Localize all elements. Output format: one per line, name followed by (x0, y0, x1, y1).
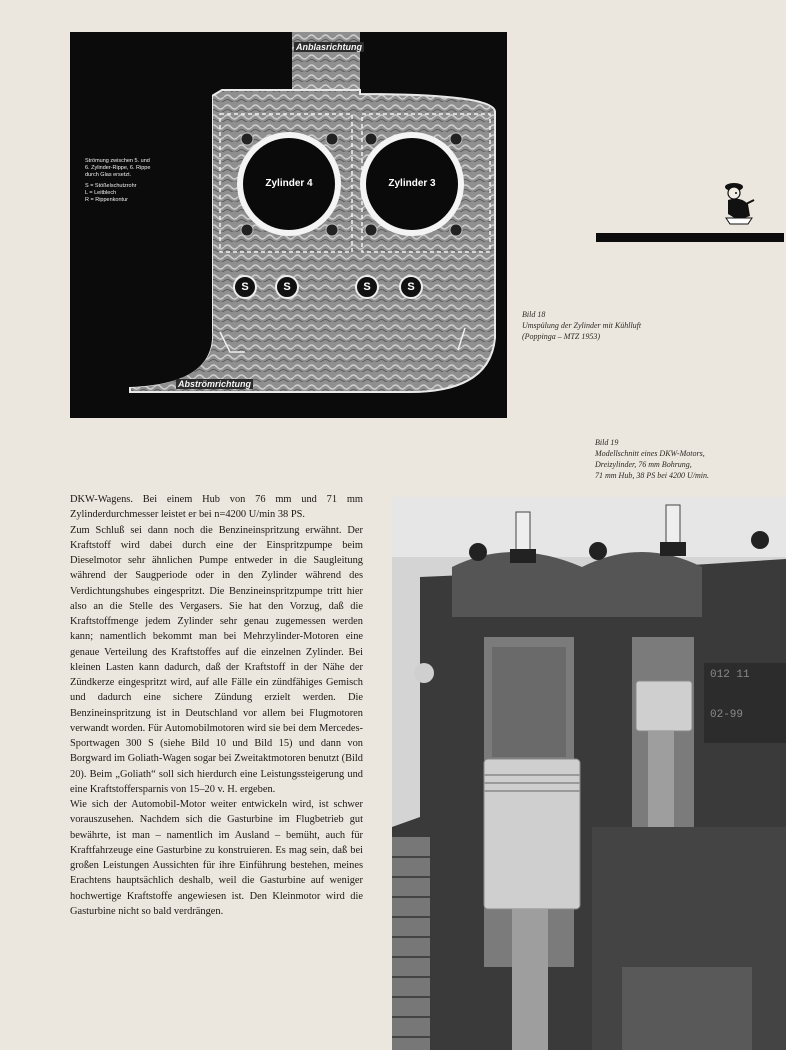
legend-line: R = Rippenkontur (85, 197, 128, 203)
figure-18-cooling-flow-photo (70, 32, 507, 418)
figure-19-caption (595, 437, 775, 481)
engraving-top: 012 11 (710, 669, 750, 681)
caption-line: (Poppinga – MTZ 1953) (522, 332, 600, 341)
mechanic-mascot-icon (718, 178, 758, 226)
s-marker: S (233, 275, 257, 299)
cooling-flow-illustration (70, 32, 507, 418)
legend-line: durch Glas ersetzt. (85, 172, 132, 178)
black-rule-bar (596, 233, 784, 242)
s-marker: S (355, 275, 379, 299)
paragraph: Wie sich der Automobil-Motor weiter entwickeln wird, ist schwer vorauszusehen. Nachdem sich die Gasturbine im Flugbetrieb gut bewährte, ist man – namentlich im Ausland – bemüht, auch für Kraftfahrzeuge eine Gasturbine zu konstruieren. Es mag sein, daß bei großen Leistungen Aussichten für ihre Einführung bestehen, meines Erachtens hauptsächlich deshalb, weil die Gasturbine auf weniger hochwertige Kraftstoffe angewiesen ist. Den Kleinmotor wird die Gasturbine nicht so bald verdrängen. (70, 799, 363, 917)
caption-line: Dreizylinder, 76 mm Bohrung, (595, 460, 692, 469)
cylinder-3-label: Zylinder 3 (388, 178, 436, 189)
legend-line: L = Leitblech (85, 190, 117, 196)
engraving-bottom: 02-99 (710, 709, 744, 721)
s-marker: S (275, 275, 299, 299)
outflow-direction-label: Abströmrichtung (178, 379, 251, 389)
caption-number: Bild 19 (595, 438, 619, 447)
cylinder-4-label: Zylinder 4 (265, 178, 313, 189)
legend-line: Strömung zwischen 5. und (85, 158, 150, 164)
article-body (70, 492, 363, 919)
paragraph: DKW-Wagens. Bei einem Hub von 76 mm und 71 mm Zylinderdurchmesser leistet er bei n=4200 U/min 38 PS. (70, 494, 363, 521)
legend-line: S = Stößelschutzrohr (85, 183, 137, 189)
legend-line: 6. Zylinder-Rippe, 6. Rippe (85, 165, 151, 171)
caption-line: Umspülung der Zylinder mit Kühlluft (522, 321, 642, 330)
engine-cutaway-illustration (392, 497, 786, 1050)
s-marker: S (399, 275, 423, 299)
caption-line: 71 mm Hub, 38 PS bei 4200 U/min. (595, 471, 709, 480)
caption-number: Bild 18 (522, 310, 546, 319)
caption-line: Modellschnitt eines DKW-Motors, (595, 449, 705, 458)
figure-19-engine-cutaway-photo (392, 497, 786, 1050)
paragraph: Zum Schluß sei dann noch die Benzineinspritzung erwähnt. Der Kraftstoff wird dabei durch eine der Einspritzpumpe beim Dieselmotor sehr ähnlichen Pumpe entweder in die Saugleitung während der Saugperiode oder in den Zylinder während des Verdichtungshubes eingespritzt. Die Benzineinspritzpumpe tritt hier also an die Stelle des Vergasers. Sie hat den Vorzug, daß die Kraftstoffmenge jedem Zylinder sehr genau zugemessen werden kann; namentlich bekommt man bei Mehrzylinder-Motoren eine genaue Verteilung des Kraftstoffes auf die einzelnen Zylinder. Bei kleinen Lasten kann dadurch, daß der Kraftstoff in der Nähe der Zündkerze eingespritzt wird, auf alle Fälle ein zündfähiges Gemisch und dadurch eine sichere Zündung erzielt werden. Die Benzineinspritzung ist in Deutschland vor allem bei Flugmotoren verwandt worden. Für Automobilmotoren wird sie bei dem Mercedes-Sportwagen 300 S (siehe Bild 10 und Bild 15) und dann von Borgward im Goliath-Wagen sogar bei Zweitaktmotoren benutzt (Bild 20). Beim „Goliath“ soll sich hierdurch eine Leistungssteigerung und eine Kraftstoffersparnis von 15–20 v. H. ergeben. (70, 524, 363, 795)
figure-18-legend-note (85, 158, 205, 204)
figure-18-caption (522, 309, 722, 342)
inflow-direction-label: Anblasrichtung (296, 42, 363, 52)
